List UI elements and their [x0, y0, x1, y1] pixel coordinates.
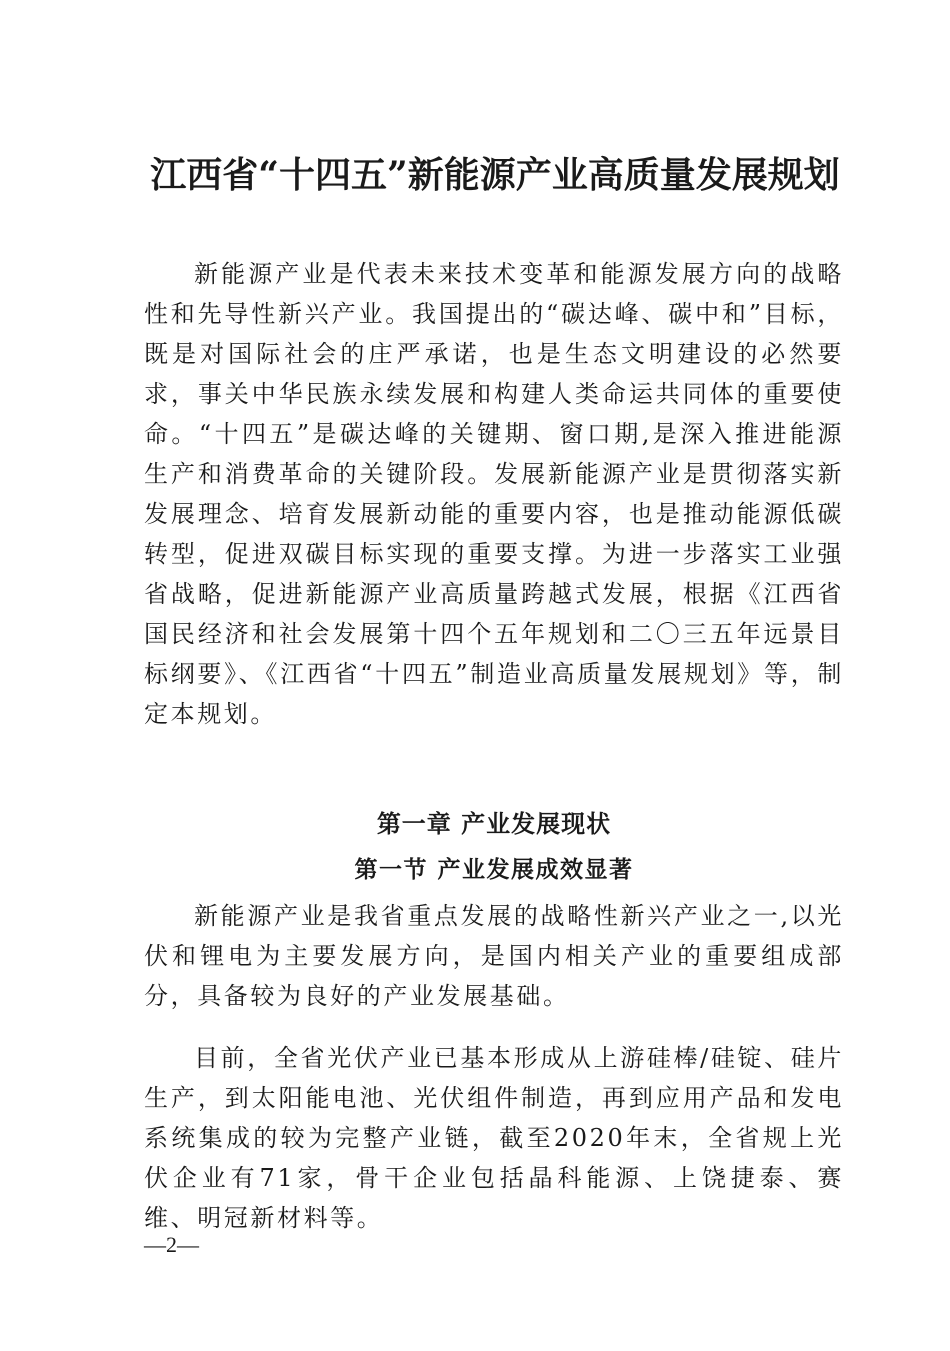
- section-paragraph-1: 新能源产业是我省重点发展的战略性新兴产业之一,以光伏和锂电为主要发展方向，是国内相关产业的重要组成部分，具备较为良好的产业发展基础。: [144, 902, 844, 1010]
- page-number: —2—: [144, 1232, 199, 1257]
- chapter-heading: 第一章 产业发展现状: [376, 809, 612, 838]
- section-heading: 第一节 产业发展成效显著: [354, 856, 634, 883]
- document-title: 江西省“十四五”新能源产业高质量发展规划: [150, 154, 840, 196]
- intro-paragraph: 新能源产业是代表未来技术变革和能源发展方向的战略性和先导性新兴产业。我国提出的“碳达峰、碳中和”目标，既是对国际社会的庄严承诺，也是生态文明建设的必然要求，事关中华民族永续发展和构建人类命运共同体的重要使命。“十四五”是碳达峰的关键期、窗口期,是深入推进能源生产和消费革命的关键阶段。发展新能源产业是贯彻落实新发展理念、培育发展新动能的重要内容，也是推动能源低碳转型，促进双碳目标实现的重要支撑。为进一步落实工业强省战略，促进新能源产业高质量跨越式发展，根据《江西省国民经济和社会发展第十四个五年规划和二〇三五年远景目标纲要》、《江西省“十四五”制造业高质量发展规划》等，制定本规划。: [144, 260, 844, 728]
- section-paragraph-2: 目前，全省光伏产业已基本形成从上游硅棒/硅锭、硅片生产，到太阳能电池、光伏组件制造，再到应用产品和发电系统集成的较为完整产业链，截至2020年末，全省规上光伏企业有71家，骨干企业包括晶科能源、上饶捷泰、赛维、明冠新材料等。: [144, 1044, 844, 1232]
